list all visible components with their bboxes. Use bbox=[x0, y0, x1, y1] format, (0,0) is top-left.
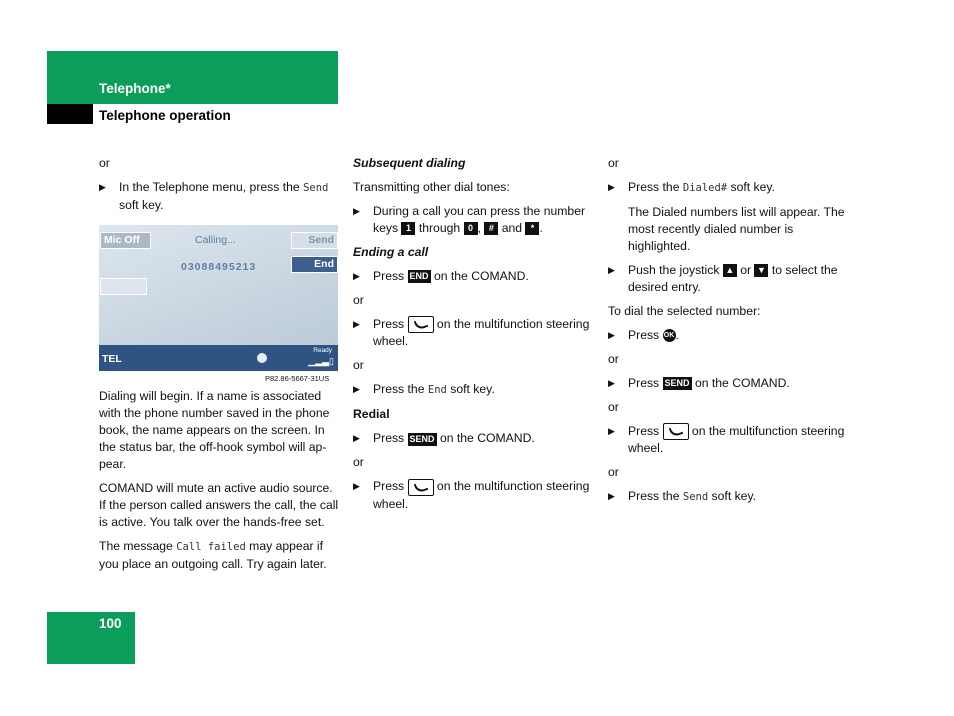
section-title: Telephone* bbox=[99, 81, 171, 96]
or-text: or bbox=[353, 358, 364, 373]
key-1-icon: 1 bbox=[401, 222, 415, 235]
bullet-arrow-icon: ▶ bbox=[353, 206, 360, 216]
instruction-press-hangup-mf: ▶ Press on the multifunction steering wheel. bbox=[353, 317, 590, 349]
or-text: or bbox=[99, 156, 110, 170]
heading-redial: Redial bbox=[353, 407, 390, 422]
ok-button-icon: OK bbox=[663, 329, 676, 342]
phone-hangup-icon bbox=[408, 316, 434, 333]
bullet-arrow-icon: ▶ bbox=[608, 491, 615, 502]
instruction-send-softkey: ▶ In the Telephone menu, press the Send soft key. bbox=[99, 180, 329, 212]
bullet-arrow-icon: ▶ bbox=[608, 265, 615, 275]
instruction-press-phone-mf: ▶ Press on the multifunction steering wheel. bbox=[353, 479, 590, 511]
phone-icon bbox=[663, 423, 689, 440]
instruction-end-softkey: ▶ Press the End soft key. bbox=[353, 382, 495, 397]
comand-display-screenshot bbox=[99, 225, 338, 371]
section-subtitle: Telephone operation bbox=[99, 108, 231, 123]
instruction-press-ok: ▶ Press OK. bbox=[608, 328, 679, 342]
instruction-press-phone-mf: ▶ Press on the multifunction steering wheel. bbox=[608, 424, 845, 456]
figure-caption: P82.86-5667-31US bbox=[265, 374, 330, 383]
calling-status: Calling... bbox=[195, 234, 236, 246]
or-text: or bbox=[353, 455, 364, 470]
column-1-text bbox=[99, 388, 339, 580]
paragraph-dialed-list: The Dialed numbers list will appear. The most recently dialed number is highlighted. bbox=[628, 205, 845, 253]
subheader-marker bbox=[47, 104, 93, 124]
or-text: or bbox=[608, 352, 619, 366]
instruction-joystick: ▶ Push the joystick ▲ or ▼ to select the desired entry. bbox=[608, 263, 838, 294]
send-key-icon: SEND bbox=[664, 378, 690, 389]
or-text: or bbox=[608, 156, 619, 170]
bullet-arrow-icon: ▶ bbox=[353, 384, 360, 395]
bullet-arrow-icon: ▶ bbox=[608, 182, 615, 192]
key-0-icon: 0 bbox=[464, 222, 478, 235]
bullet-arrow-icon: ▶ bbox=[353, 319, 360, 329]
instruction-press-send: ▶ Press SEND on the COMAND. bbox=[608, 376, 790, 390]
instruction-dialed-softkey: ▶ Press the Dialed# soft key. bbox=[608, 180, 776, 194]
arrow-up-icon: ▲ bbox=[723, 264, 737, 277]
softkey-mic-off: Mic Off bbox=[100, 232, 151, 249]
column-1 bbox=[99, 155, 339, 221]
paragraph-mute: COMAND will mute an active audio source. If the person called answers the call, the call is active. You talk over the hands-free set. bbox=[99, 481, 339, 529]
softkey-send: Send bbox=[291, 232, 338, 249]
heading-ending-call: Ending a call bbox=[353, 245, 429, 259]
joystick-icon bbox=[257, 353, 267, 363]
signal-strength-icon: ▁▂▃▯ bbox=[308, 356, 334, 366]
page-number: 100 bbox=[99, 616, 122, 631]
bullet-arrow-icon: ▶ bbox=[608, 330, 615, 340]
paragraph-transmitting: Transmitting other dial tones: bbox=[353, 180, 510, 194]
instruction-dial-tones: ▶ During a call you can press the number keys 1 through 0 , # and * . bbox=[353, 204, 586, 235]
heading-subsequent-dialing: Subsequent dialing bbox=[353, 156, 466, 170]
phone-icon bbox=[408, 479, 434, 496]
bullet-arrow-icon: ▶ bbox=[353, 271, 360, 281]
end-key-icon: END bbox=[409, 271, 429, 282]
bullet-arrow-icon: ▶ bbox=[608, 426, 615, 436]
header-banner bbox=[47, 51, 338, 104]
arrow-down-icon: ▼ bbox=[754, 264, 768, 277]
column-3 bbox=[608, 155, 848, 513]
paragraph-to-dial: To dial the selected number: bbox=[608, 304, 761, 318]
or-text: or bbox=[608, 400, 619, 414]
bullet-arrow-icon: ▶ bbox=[608, 378, 615, 388]
instruction-press-send: ▶ Press SEND on the COMAND. bbox=[353, 431, 535, 446]
softkey-phonebook-icon bbox=[100, 278, 147, 295]
status-bar bbox=[99, 345, 338, 371]
send-key-icon: SEND bbox=[409, 433, 435, 444]
paragraph-dialing: Dialing will begin. If a name is associated with the phone number saved in the phone book, the name appears on the screen. In the status bar, the off-hook symbol will ap-pear. bbox=[99, 389, 330, 471]
bullet-arrow-icon: ▶ bbox=[353, 433, 360, 444]
paragraph-call-failed: The message Call failed may appear if you place an outgoing call. Try again later. bbox=[99, 539, 327, 571]
or-text: or bbox=[608, 465, 619, 480]
ready-label: Ready bbox=[313, 347, 332, 354]
column-2 bbox=[353, 155, 593, 520]
page-number-box bbox=[47, 612, 135, 664]
or-text: or bbox=[353, 293, 364, 307]
bullet-arrow-icon: ▶ bbox=[353, 481, 360, 492]
status-tel-label: TEL bbox=[102, 353, 122, 365]
key-star-icon: * bbox=[525, 222, 539, 235]
bullet-arrow-icon: ▶ bbox=[99, 182, 106, 192]
dialed-number: 03088495213 bbox=[181, 261, 257, 273]
instruction-press-end: ▶ Press END on the COMAND. bbox=[353, 269, 529, 283]
key-hash-icon: # bbox=[484, 222, 498, 235]
softkey-end: End bbox=[291, 256, 338, 273]
instruction-send-softkey: ▶ Press the Send soft key. bbox=[608, 489, 757, 504]
